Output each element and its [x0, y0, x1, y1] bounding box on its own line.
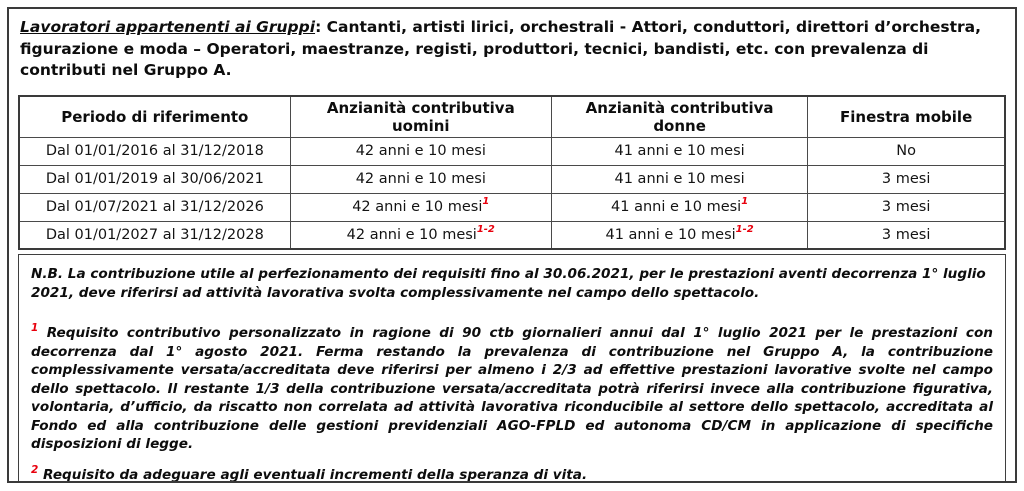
notes-box	[18, 254, 1006, 483]
requirements-table	[18, 95, 1006, 251]
intro-paragraph	[18, 17, 1006, 82]
cell-finestra: 3 mesi	[808, 221, 1005, 249]
col-header-periodo: Periodo di riferimento	[19, 96, 290, 138]
table-body	[19, 137, 1005, 249]
footnote-1-text: Requisito contributivo personalizzato in ragione di 90 ctb giornalieri annui dal 1° luglio 2021 per le prestazioni con decorrenza dal 1° agosto 2021. Ferma restando la prevalenza di contribuzione nel Gruppo A, la contribuzione complessivamente versata/accreditata deve riferirsi per almeno i 2/3 ad effettive prestazioni lavorative svolte nel campo dello spettacolo. Il restante 1/3 della contribuzione versata/accreditata potrà riferirsi invece alla contribuzione figurativa, volontaria, d’ufficio, da riscatto non correlata ad attività lavorativa riconducibile al settore dello spettacolo, accreditata al Fondo ed alla contribuzione delle gestioni previdenziali AGO-FPLD ed autonoma CD/CM in applicazione di specifiche disposizioni di legge.	[31, 325, 993, 452]
cell-donne-value: 41 anni e 10 mesi	[614, 171, 745, 187]
intro-rest-text: : Cantanti, artisti lirici, orchestrali - Attori, conduttori, direttori d’orchestra, figurazione e moda – Operatori, maestranze, registi, produttori, tecnici, bandisti, etc. con prevalenza di contributi nel Gruppo A.	[20, 18, 982, 79]
cell-finestra: No	[808, 137, 1005, 165]
table-row	[19, 193, 1005, 221]
footnote-1	[31, 324, 993, 454]
cell-finestra: 3 mesi	[808, 165, 1005, 193]
cell-periodo: Dal 01/07/2021 al 31/12/2026	[19, 193, 290, 221]
document-page	[7, 7, 1017, 483]
cell-donne	[551, 137, 807, 165]
footnote-marker: 1	[482, 196, 490, 208]
cell-periodo: Dal 01/01/2019 al 30/06/2021	[19, 165, 290, 193]
cell-donne	[551, 221, 807, 249]
footnote-marker: 1-2	[735, 223, 754, 235]
footnote-marker: 1	[741, 196, 749, 208]
cell-periodo: Dal 01/01/2016 al 31/12/2018	[19, 137, 290, 165]
cell-uomini-value: 42 anni e 10 mesi	[355, 143, 486, 159]
cell-uomini-value: 42 anni e 10 mesi	[352, 199, 483, 215]
cell-donne-value: 41 anni e 10 mesi	[614, 143, 745, 159]
footnote-marker: 1-2	[476, 223, 495, 235]
table-head	[19, 96, 1005, 138]
cell-uomini	[290, 193, 551, 221]
cell-donne-value: 41 anni e 10 mesi	[611, 199, 742, 215]
footnote-2-text: Requisito da adeguare agli eventuali incrementi della speranza di vita.	[43, 466, 588, 483]
cell-uomini-value: 42 anni e 10 mesi	[355, 171, 486, 187]
col-header-finestra: Finestra mobile	[808, 96, 1005, 138]
cell-uomini-value: 42 anni e 10 mesi	[346, 226, 477, 243]
cell-finestra: 3 mesi	[808, 193, 1005, 221]
table-row	[19, 165, 1005, 193]
col-header-donne: Anzianità contributiva donne	[551, 96, 807, 138]
table-row	[19, 137, 1005, 165]
table-header-row	[19, 96, 1005, 138]
cell-uomini	[290, 221, 551, 249]
nb-note: N.B. La contribuzione utile al perfezionamento dei requisiti fino al 30.06.2021, per le prestazioni aventi decorrenza 1° luglio 2021, deve riferirsi ad attività lavorativa svolta complessivamente nel campo dello spettacolo.	[31, 266, 986, 301]
cell-donne	[551, 193, 807, 221]
cell-donne-value: 41 anni e 10 mesi	[605, 226, 736, 243]
cell-uomini	[290, 165, 551, 193]
footnote-2	[31, 463, 993, 484]
cell-uomini	[290, 137, 551, 165]
footnote-1-marker: 1	[31, 322, 39, 335]
table-row	[19, 221, 1005, 249]
cell-donne	[551, 165, 807, 193]
col-header-uomini: Anzianità contributiva uomini	[290, 96, 551, 138]
cell-periodo: Dal 01/01/2027 al 31/12/2028	[19, 221, 290, 249]
footnote-2-marker: 2	[31, 463, 39, 476]
intro-lead-text: Lavoratori appartenenti ai Gruppi	[20, 18, 316, 36]
